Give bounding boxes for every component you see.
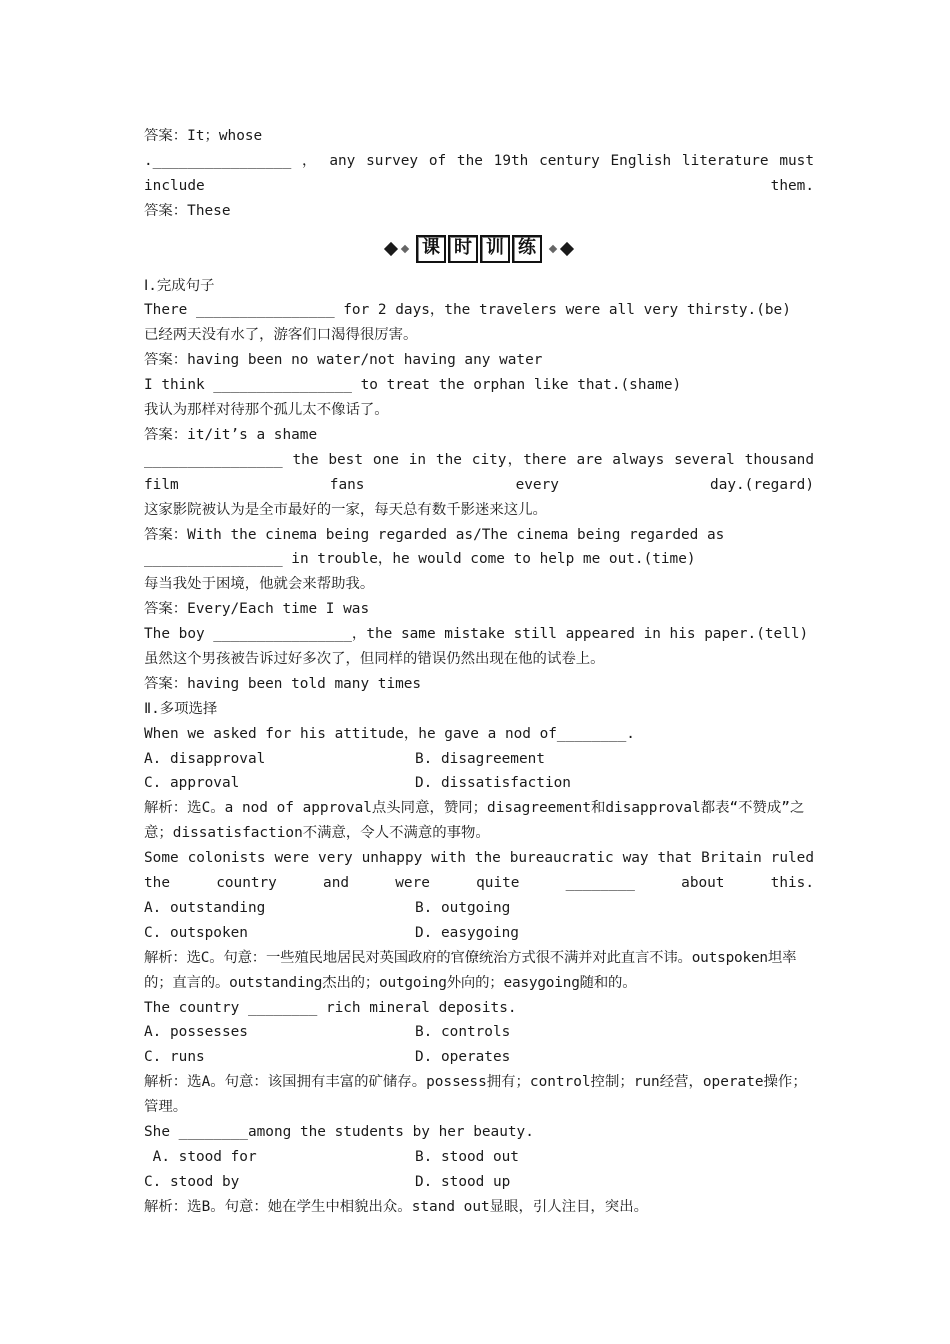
option-c: C. stood by	[144, 1173, 240, 1190]
part2-item	[144, 846, 814, 995]
title-char: 课	[416, 235, 446, 263]
option-a: A. disapproval	[144, 750, 266, 767]
translation-line: 每当我处于困境，他就会来帮助我。	[144, 576, 375, 593]
part2-item	[144, 996, 814, 1120]
question-line: Some colonists were very unhappy with the bureaucratic way that Britain ruled the country and were quite ________ about this.	[144, 850, 814, 892]
part1-item	[144, 448, 814, 548]
question-line: She ________among the students by her beauty.	[144, 1124, 534, 1141]
title-char: 训	[480, 235, 510, 263]
question-line: ________________ the best one in the city，there are always several thousand film fans every day.(regard)	[144, 451, 814, 493]
section-title	[144, 224, 814, 274]
option-d: D. operates	[415, 1049, 511, 1066]
option-a: A. outstanding	[144, 899, 266, 916]
diamond-icon	[549, 244, 557, 252]
translation-line: 我认为那样对待那个孤儿太不像话了。	[144, 402, 389, 419]
title-char: 练	[512, 235, 542, 263]
question-line: .________________ ， any survey of the 19th century English literature must include them.	[144, 152, 814, 194]
answer-line: 答案：it/it’s a shame	[144, 426, 318, 443]
explanation: 解析：选B。句意：她在学生中相貌出众。stand out显眼，引人注目，突出。	[144, 1198, 648, 1215]
option-d: D. dissatisfaction	[415, 775, 571, 792]
option-c: C. approval	[144, 775, 240, 792]
option-c: C. outspoken	[144, 924, 248, 941]
part1-heading: Ⅰ.完成句子	[144, 277, 215, 294]
answer-line: 答案：These	[144, 202, 231, 219]
part2-item	[144, 722, 814, 846]
answer-line: 答案：having been no water/not having any water	[144, 352, 543, 369]
option-b: B. stood out	[415, 1148, 519, 1165]
title-char: 时	[448, 235, 478, 263]
option-b: B. controls	[415, 1024, 511, 1041]
question-line: The boy ________________，the same mistake still appeared in his paper.(tell)	[144, 626, 809, 643]
answer-line: 答案：It；whose	[144, 128, 263, 144]
diamond-icon	[401, 244, 409, 252]
explanation: 解析：选C。句意：一些殖民地居民对英国政府的官僚统治方式很不满并对此直言不讳。outspoken坦率的；直言的。outstanding杰出的；outgoing外向的；easygoing随和的。	[144, 949, 797, 991]
question-line: When we asked for his attitude，he gave a nod of________.	[144, 725, 635, 742]
translation-line: 这家影院被认为是全市最好的一家，每天总有数千影迷来这儿。	[144, 501, 547, 518]
explanation: 解析：选A。句意：该国拥有丰富的矿储存。possess拥有；control控制；run经营，operate操作；管理。	[144, 1074, 807, 1116]
part1-item	[144, 298, 814, 373]
option-b: B. disagreement	[415, 750, 545, 767]
part1-item	[144, 622, 814, 697]
translation-line: 虽然这个男孩被告诉过好多次了，但同样的错误仍然出现在他的试卷上。	[144, 650, 605, 667]
document-page	[144, 124, 814, 1220]
question-line: The country ________ rich mineral deposits.	[144, 999, 517, 1016]
part1-item	[144, 373, 814, 448]
diamond-icon	[560, 242, 574, 256]
option-a: A. stood for	[144, 1148, 257, 1165]
translation-line: 已经两天没有水了，游客们口渴得很厉害。	[144, 327, 418, 344]
part2-item	[144, 1120, 814, 1220]
diamond-icon	[384, 242, 398, 256]
answer-line: 答案：having been told many times	[144, 675, 422, 692]
option-a: A. possesses	[144, 1024, 248, 1041]
part1-item	[144, 547, 814, 622]
answer-line: 答案：Every/Each time I was	[144, 601, 370, 618]
question-line: There ________________ for 2 days，the travelers were all very thirsty.(be)	[144, 302, 791, 319]
answer-line: 答案：With the cinema being regarded as/The cinema being regarded as	[144, 526, 725, 543]
option-d: D. easygoing	[415, 924, 519, 941]
question-line: I think ________________ to treat the orphan like that.(shame)	[144, 377, 682, 394]
option-b: B. outgoing	[415, 899, 511, 916]
option-c: C. runs	[144, 1049, 205, 1066]
question-line: ________________ in trouble，he would come to help me out.(time)	[144, 551, 696, 568]
option-d: D. stood up	[415, 1173, 511, 1190]
explanation: 解析：选C。a nod of approval点头同意，赞同；disagreement和disapproval都表“不赞成”之意；dissatisfaction不满意，令人不满意的事物。	[144, 800, 805, 842]
part2-heading: Ⅱ.多项选择	[144, 700, 218, 717]
